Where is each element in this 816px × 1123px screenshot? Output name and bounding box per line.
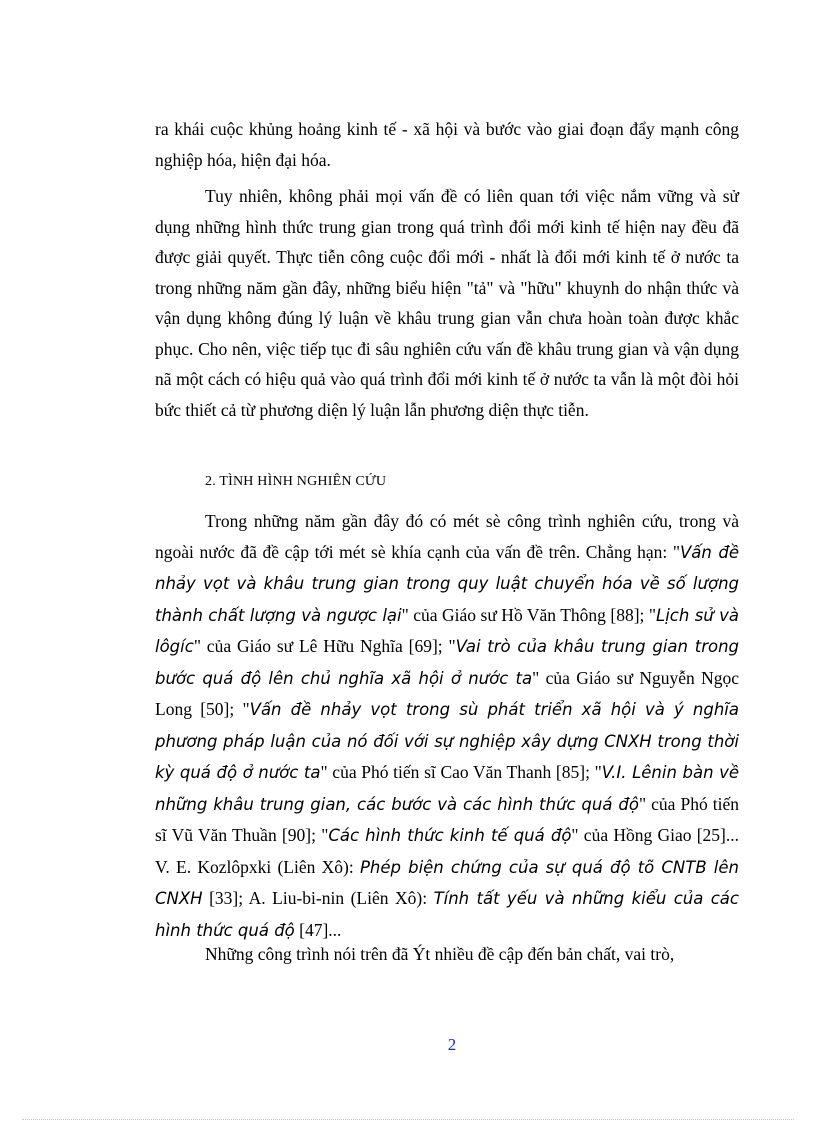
text-run: " của Hồng Giao [25]... V. E. Kozlôpxki (Liên Xô): — [155, 825, 739, 877]
text-run: Trong những năm gần đây đó có mét sè công trình nghiên cứu, trong và ngoài nước đã đề cập tới mét sè khía cạnh của vấn đề trên. Chẳng hạn: " — [155, 511, 739, 562]
page-number: 2 — [447, 1035, 457, 1054]
text-run: " của Giáo sư Hồ Văn Thông [88]; " — [401, 604, 657, 625]
page-bottom-divider — [22, 1119, 794, 1120]
text-run: " của Giáo sư Lê Hữu Nghĩa [69]; " — [193, 636, 456, 656]
paragraph-continuation: ra khái cuộc khủng hoảng kinh tế - xã hội và bước vào giai đoạn đẩy mạnh công nghiệp hóa, hiện đại hóa. — [155, 119, 739, 170]
text-run: [33]; A. Liu-bi-nin (Liên Xô): — [202, 888, 434, 908]
paragraph-reform-issues: Tuy nhiên, không phải mọi vấn đề có liên quan tới việc nắm vững và sử dụng những hình thức trung gian trong quá trình đổi mới kinh tế hiện nay đều đã được giải quyết. Thực tiễn công cuộc đổi mới - nhất là đổi mới kinh tế ở nước ta trong những năm gần đây, những biểu hiện "tả" và "hữu" khuynh do nhận thức và vận dụng không đúng lý luận về khâu trung gian vẫn chưa hoàn toàn được khắc phục. Cho nên, việc tiếp tục đi sâu nghiên cứu vấn đề khâu trung gian và vận dụng nã một cách có hiệu quả vào quá trình đổi mới kinh tế ở nước ta vẫn là một đòi hỏi bức thiết cả từ phương diện lý luận lẫn phương diện thực tiễn. — [155, 186, 739, 420]
cited-work-title: Vai trò của khâu trung gian trong bước quá độ lên chủ nghĩa xã hội ở nước ta — [155, 637, 739, 688]
text-run: " của Giáo sư Nguyễn Ngọc Long [50]; " — [155, 667, 739, 719]
text-run: [47]... — [294, 919, 342, 940]
cited-work-title: Các hình thức kinh tế quá độ — [328, 826, 572, 845]
cited-work-title: Tính tất yếu và những kiểu của các hình thức quá độ — [155, 889, 739, 940]
text-run: " của Phó tiến sĩ Cao Văn Thanh [85]; " — [320, 762, 602, 782]
paragraph-research-overview — [155, 506, 739, 946]
cited-work-title: V.I. Lênin bàn về những khâu trung gian, các bước và các hình thức quá độ — [155, 763, 739, 814]
cited-work-title: Phép biện chứng của sự quá độ tõ CNTB lên CNXH — [155, 857, 739, 908]
cited-work-title: Vấn đề nhảy vọt trong sù phát triển xã hội và ý nghĩa phương pháp luận của nó đối với sự nghiệp xây dựng CNXH trong thời kỳ quá độ ở nước ta — [155, 700, 739, 782]
cited-work-title: Vấn đề nhảy vọt và khâu trung gian trong quy luật chuyển hóa về số lượng thành chất lượng và ngược lại — [155, 542, 739, 625]
cited-work-title: Lịch sử và lôgíc — [155, 605, 739, 656]
paragraph-works-mentioned: Những công trình nói trên đã Ýt nhiều đề cập đến bản chất, vai trò, — [205, 944, 675, 964]
text-run: " của Phó tiến sĩ Vũ Văn Thuần [90]; " — [155, 793, 739, 845]
section-heading: 2. TÌNH HÌNH NGHIÊN CỨU — [205, 474, 387, 489]
